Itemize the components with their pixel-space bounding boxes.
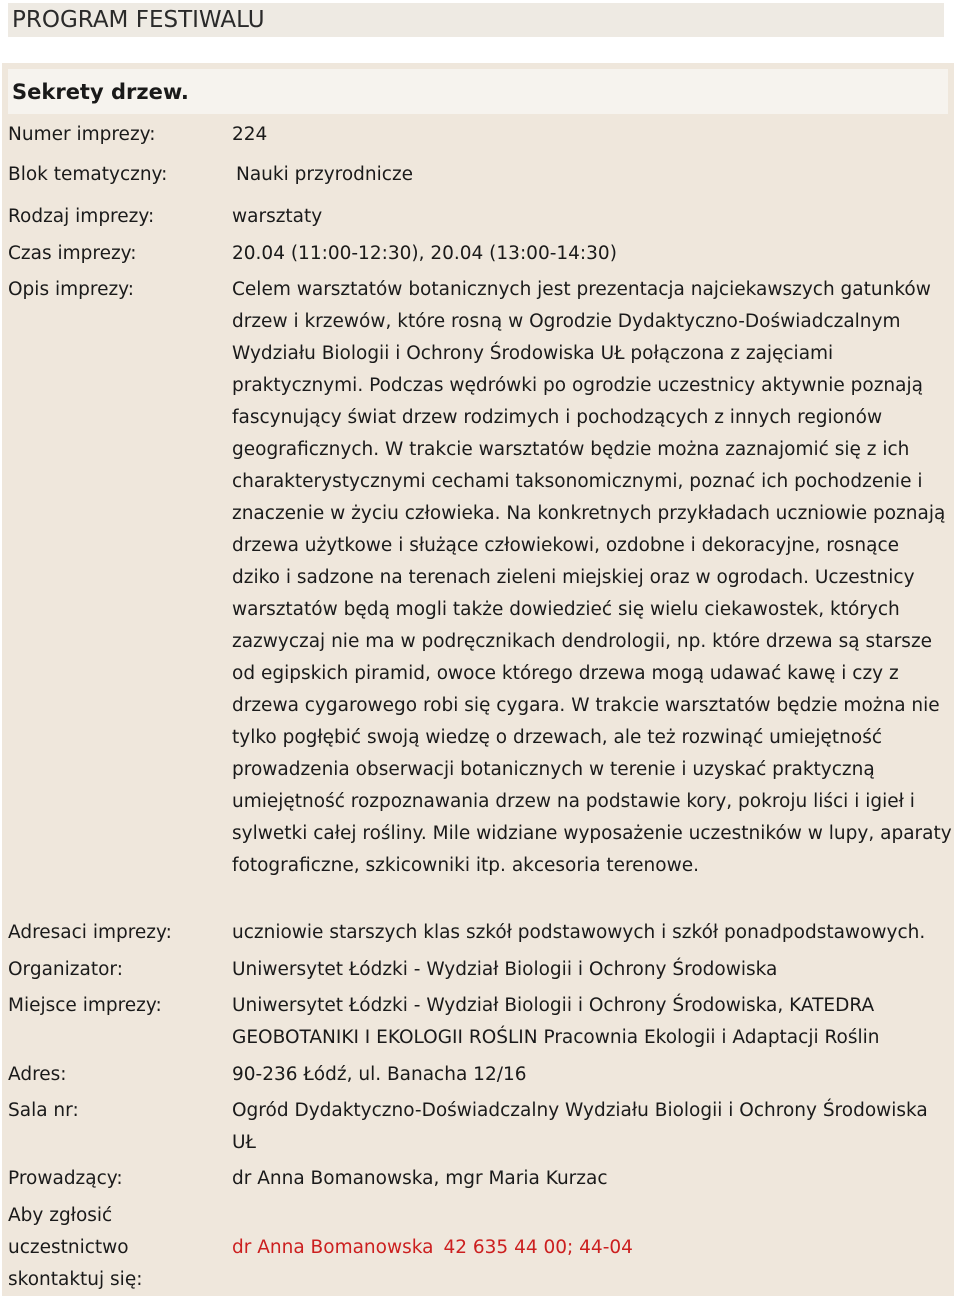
field-label-miejsce: Miejsce imprezy:	[8, 995, 162, 1016]
field-label-adresaci: Adresaci imprezy:	[8, 922, 172, 943]
field-value-blok: Nauki przyrodnicze	[236, 164, 414, 185]
kontakt-name: dr Anna Bomanowska	[232, 1237, 434, 1258]
field-value-adres: 90-236 Łódź, ul. Banacha 12/16	[232, 1064, 527, 1085]
event-panel	[2, 63, 954, 1296]
field-label-blok: Blok tematyczny:	[8, 164, 168, 185]
field-value-rodzaj: warsztaty	[232, 206, 323, 227]
field-value-adresaci: uczniowie starszych klas szkół podstawowych i szkół ponadpodstawowych.	[232, 922, 926, 943]
page-header	[8, 3, 944, 37]
field-value-czas: 20.04 (11:00-12:30), 20.04 (13:00-14:30)	[232, 243, 617, 264]
field-label-organizator: Organizator:	[8, 959, 123, 980]
field-label-rodzaj: Rodzaj imprezy:	[8, 206, 155, 227]
field-label-sala: Sala nr:	[8, 1100, 79, 1121]
field-label-kontakt	[8, 1200, 142, 1296]
page-title: PROGRAM FESTIWALU	[12, 7, 265, 33]
kontakt-label-line-1: Aby zgłosić	[8, 1205, 113, 1226]
field-label-adres: Adres:	[8, 1064, 67, 1085]
field-value-opis: Celem warsztatów botanicznych jest prezentacja najciekawszych gatunków drzew i krzewów, które rosną w Ogrodzie Dydaktyczno-Doświadczalnym Wydziału Biologii i Ochrony Środowiska UŁ połączona z zajęciami praktycznymi. Podczas wędrówki po ogrodzie uczestnicy aktywnie poznają fascynujący świat drzew rodzimych i pochodzących z innych regionów geograficznych. W trakcie warsztatów będzie można zaznajomić się z ich charakterystycznymi cechami taksonomicznymi, poznać ich pochodzenie i znaczenie w życiu człowieka. Na konkretnych przykładach uczniowie poznają drzewa użytkowe i służące człowiekowi, ozdobne i dekoracyjne, rosnące dziko i sadzone na terenach zieleni miejskiej oraz w ogrodach. Uczestnicy warsztatów będą mogli także dowiedzieć się wielu ciekawostek, których zazwyczaj nie ma w podręcznikach dendrologii, np. które drzewa są starsze od egipskich piramid, owoce którego drzewa mogą udawać kawę i czy z drzewa cygarowego robi się cygara. W trakcie warsztatów będzie można nie tylko pogłębić swoją wiedzę o drzewach, ale też rozwinąć umiejętność prowadzenia obserwacji botanicznych w terenie i uzyskać praktyczną umiejętność rozpoznawania drzew na podstawie kory, pokroju liści i igieł i sylwetki całej rośliny. Mile widziane wyposażenie uczestników w lupy, aparaty fotograficzne, szkicowniki itp. akcesoria terenowe.	[232, 279, 952, 876]
field-value-prowadzacy: dr Anna Bomanowska, mgr Maria Kurzac	[232, 1168, 608, 1189]
field-value-kontakt	[232, 1232, 633, 1264]
field-value-organizator: Uniwersytet Łódzki - Wydział Biologii i Ochrony Środowiska	[232, 959, 778, 980]
kontakt-label-line-2: uczestnictwo	[8, 1237, 129, 1258]
kontakt-label-line-3: skontaktuj się:	[8, 1269, 143, 1290]
event-title-box	[8, 69, 948, 114]
field-value-miejsce: Uniwersytet Łódzki - Wydział Biologii i Ochrony Środowiska, KATEDRA GEOBOTANIKI I EKOLOGII ROŚLIN Pracownia Ekologii i Adaptacji Roślin	[232, 995, 880, 1048]
field-value-sala: Ogród Dydaktyczno-Doświadczalny Wydziału Biologii i Ochrony Środowiska UŁ	[232, 1100, 928, 1153]
field-label-opis: Opis imprezy:	[8, 279, 134, 300]
kontakt-phone: 42 635 44 00; 44-04	[443, 1237, 633, 1258]
field-label-czas: Czas imprezy:	[8, 243, 137, 264]
field-label-numer: Numer imprezy:	[8, 124, 156, 145]
field-value-numer: 224	[232, 124, 268, 145]
event-title: Sekrety drzew.	[12, 80, 189, 104]
field-label-prowadzacy: Prowadzący:	[8, 1168, 123, 1189]
